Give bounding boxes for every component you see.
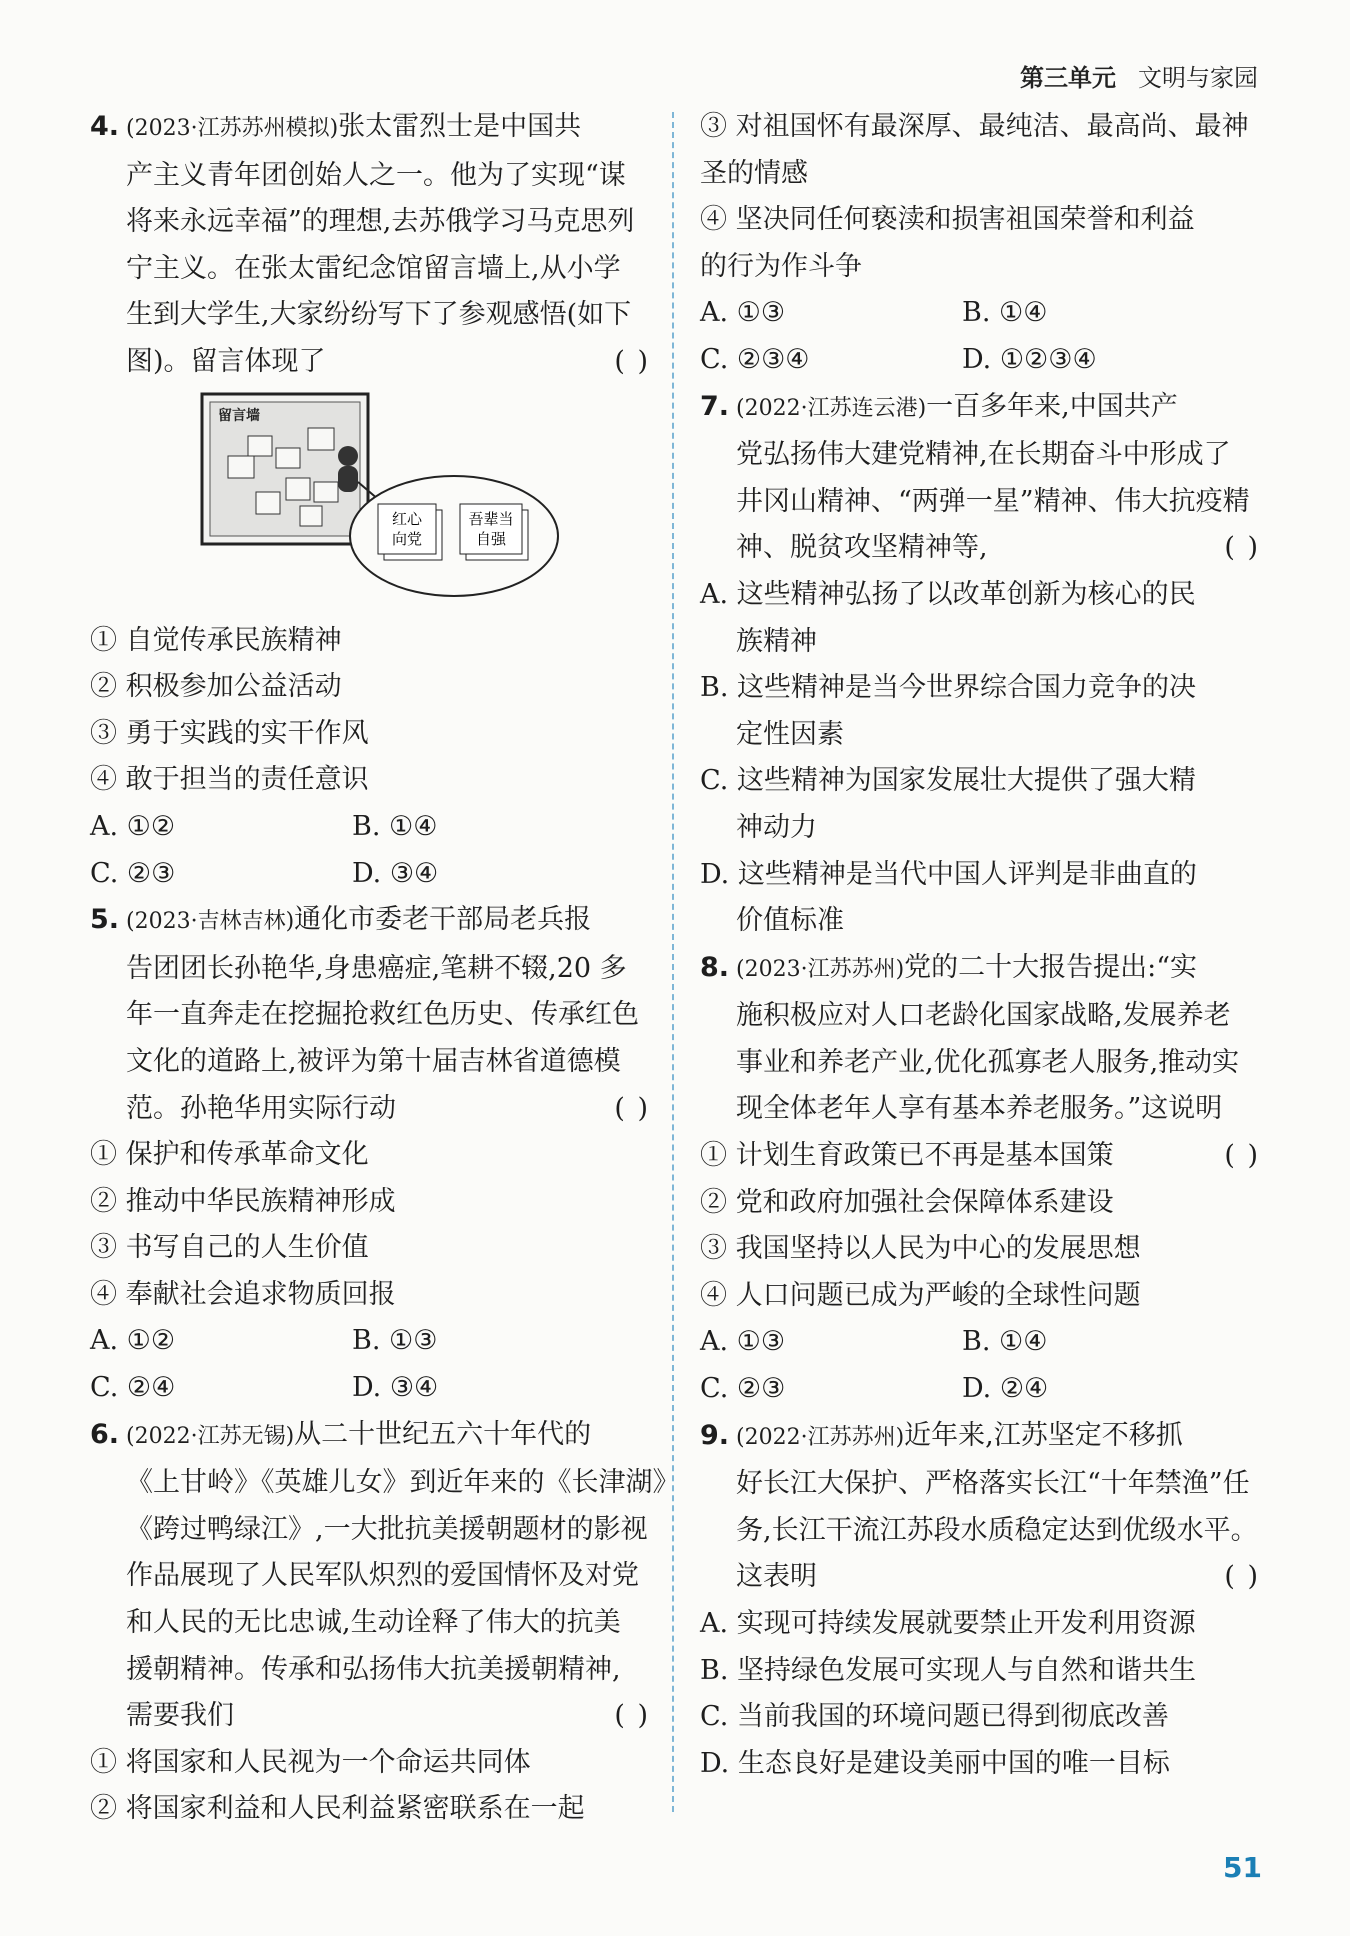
stem-line: 范。孙艳华用实际行动 [126,1092,396,1124]
option-b[interactable]: B. ①④ [962,1326,1048,1358]
option-c[interactable]: C. ②③ [90,857,176,889]
question-source: (2022·江苏连云港) [736,395,927,421]
statement-item: ② 党和政府加强社会保障体系建设 [700,1186,1114,1218]
statement-item: ① 计划生育政策已不再是基本国策 [700,1140,1114,1172]
question-number: 7. [700,390,730,422]
statement-item: ② 积极参加公益活动 [90,671,342,703]
note [308,428,334,450]
message-wall-svg [90,386,650,618]
answer-blank: ( ) [614,345,650,377]
option-a[interactable]: A. ①③ [700,1326,786,1358]
option-d[interactable]: D. ③④ [352,1372,439,1404]
stem-line: 井冈山精神、“两弹一星”精神、伟大抗疫精 [736,485,1250,517]
stem-line: 《上甘岭》《英雄儿女》到近年来的《长津湖》 [126,1467,680,1499]
stem-line: 告团团长孙艳华,身患癌症,笔耕不辍,20 多 [126,952,627,984]
option-b[interactable]: B. 坚持绿色发展可实现人与自然和谐共生 [700,1654,1197,1686]
option-a[interactable]: A. ①③ [700,297,786,329]
statement-item: ② 将国家利益和人民利益紧密联系在一起 [90,1793,585,1825]
stem-line: 张太雷烈士是中国共 [338,111,582,142]
statement-item: ④ 敢于担当的责任意识 [90,764,369,796]
stem-line: 这表明 [736,1561,817,1593]
statement-item: ③ 勇于实践的实干作风 [90,717,369,749]
statement-item: 的行为作斗争 [700,250,862,282]
question-8 [700,945,1260,1413]
message-wall-illustration [90,386,650,618]
stem-line: 党的二十大报告提出:“实 [904,951,1198,983]
answer-blank: ( ) [1224,1561,1260,1593]
statement-item: ① 保护和传承革命文化 [90,1139,369,1171]
option-d[interactable]: D. ①②③④ [962,343,1097,375]
stem-line: 务,长江干流江苏段水质稳定达到优级水平。 [736,1514,1258,1546]
note [286,478,310,500]
statement-item: ③ 书写自己的人生价值 [90,1232,369,1264]
stem-line: 通化市委老干部局老兵报 [294,904,592,936]
stem-line: 宁主义。在张太雷纪念馆留言墙上,从小学 [126,252,621,284]
note [300,506,322,526]
option-c-continued: 神动力 [736,811,817,843]
question-source: (2022·江苏苏州) [736,1424,905,1450]
stem-line: 年一直奔走在挖掘抢救红色历史、传承红色 [126,999,639,1031]
option-d-continued: 价值标准 [736,905,844,937]
option-b[interactable]: B. ①④ [962,297,1048,329]
question-source: (2023·江苏苏州) [736,956,905,982]
stem-line: 文化的道路上,被评为第十届吉林省道德模 [126,1045,621,1077]
question-number: 6. [90,1418,120,1450]
option-d[interactable]: D. ③④ [352,857,439,889]
note [314,482,338,502]
unit-label: 第三单元 [1020,64,1116,92]
card-text: 红心 [391,509,423,528]
option-a[interactable]: A. ①② [90,810,176,842]
stem-line: 产主义青年团创始人之一。他为了实现“谋 [126,159,626,191]
statement-item: ④ 坚决同任何亵渎和损害祖国荣誉和利益 [700,204,1195,236]
note [228,456,254,478]
option-d[interactable]: D. ②④ [962,1373,1049,1405]
question-9 [700,1413,1260,1788]
question-number: 8. [700,951,730,983]
visitor-body [338,466,358,492]
stem-line: 党弘扬伟大建党精神,在长期奋斗中形成了 [736,439,1231,471]
right-column [700,104,1260,1787]
stem-line: 神、脱贫攻坚精神等, [736,532,988,564]
note [248,436,272,456]
question-5 [90,897,650,1412]
note [276,448,300,468]
question-7 [700,384,1260,945]
stem-line: 一百多年来,中国共产 [926,390,1178,422]
stem-line: 事业和养老产业,优化孤寡老人服务,推动实 [736,1046,1240,1078]
stem-line: 施积极应对人口老龄化国家战略,发展养老 [736,1000,1231,1032]
option-b[interactable]: B. ①③ [352,1325,438,1357]
option-d[interactable]: D. 生态良好是建设美丽中国的唯一目标 [700,1747,1170,1779]
stem-line: 现全体老年人享有基本养老服务。”这说明 [736,1093,1223,1125]
question-number: 9. [700,1419,730,1451]
question-source: (2022·江苏无锡) [126,1423,295,1449]
option-a-continued: 族精神 [736,625,817,657]
option-c[interactable]: C. ②③ [700,1373,786,1405]
statement-item: ① 将国家和人民视为一个命运共同体 [90,1746,531,1778]
question-6 [90,1412,680,1833]
stem-line: 图)。留言体现了 [126,345,326,377]
statement-item: 圣的情感 [700,157,808,189]
answer-blank: ( ) [1224,532,1260,564]
stem-line: 从二十世纪五六十年代的 [294,1418,592,1450]
statement-item: ① 自觉传承民族精神 [90,624,342,656]
stem-line: 需要我们 [126,1700,234,1732]
column-divider [672,112,674,1812]
stem-line: 将来永远幸福”的理想,去苏俄学习马克思列 [126,206,635,238]
option-c[interactable]: C. ②④ [90,1372,176,1404]
question-number: 4. [90,111,120,142]
option-b[interactable]: B. ①④ [352,810,438,842]
statement-item: ③ 对祖国怀有最深厚、最纯洁、最高尚、最神 [700,111,1249,142]
statement-item: ② 推动中华民族精神形成 [90,1185,396,1217]
visitor-head [338,446,358,466]
option-c[interactable]: C. 这些精神为国家发展壮大提供了强大精 [700,765,1196,797]
left-column [90,104,680,1833]
question-4 [90,104,650,897]
question-source: (2023·江苏苏州模拟) [126,116,339,141]
option-c[interactable]: C. 当前我国的环境问题已得到彻底改善 [700,1701,1169,1733]
option-a[interactable]: A. 这些精神弘扬了以改革创新为核心的民 [700,578,1196,610]
question-number: 5. [90,904,120,936]
unit-title: 文明与家园 [1138,64,1258,92]
option-a[interactable]: A. ①② [90,1325,176,1357]
card-text: 自强 [475,529,507,548]
stem-line: 生到大学生,大家纷纷写下了参观感悟(如下 [126,299,632,331]
option-d[interactable]: D. 这些精神是当代中国人评判是非曲直的 [700,858,1197,890]
option-b[interactable]: B. 这些精神是当今世界综合国力竞争的决 [700,672,1197,704]
stem-line: 和人民的无比忠诚,生动诠释了伟大的抗美 [126,1607,621,1639]
stem-line: 《跨过鸭绿江》,一大批抗美援朝题材的影视 [126,1513,648,1545]
stem-line: 近年来,江苏坚定不移抓 [904,1419,1183,1451]
option-a[interactable]: A. 实现可持续发展就要禁止开发利用资源 [700,1608,1196,1639]
stem-line: 好长江大保护、严格落实长江“十年禁渔”任 [736,1468,1250,1500]
statement-item: ④ 奉献社会追求物质回报 [90,1278,396,1310]
answer-blank: ( ) [614,1092,650,1124]
board-title: 留言墙 [218,407,260,424]
card-text: 吾辈当 [468,509,514,528]
stem-line: 援朝精神。传承和弘扬伟大抗美援朝精神, [126,1653,621,1685]
answer-blank: ( ) [614,1700,650,1732]
card-text: 向党 [391,529,423,548]
stem-line: 作品展现了人民军队炽烈的爱国情怀及对党 [126,1560,639,1592]
page-number: 51 [1223,1851,1262,1884]
statement-item: ③ 我国坚持以人民为中心的发展思想 [700,1233,1141,1265]
answer-blank: ( ) [1224,1140,1260,1172]
option-b-continued: 定性因素 [736,718,844,750]
page-header [1020,58,1258,93]
question-source: (2023·吉林吉林) [126,909,295,935]
statement-item: ④ 人口问题已成为严峻的全球性问题 [700,1279,1141,1311]
option-c[interactable]: C. ②③④ [700,343,810,375]
question-6-continued [700,104,1260,384]
note [256,492,280,514]
